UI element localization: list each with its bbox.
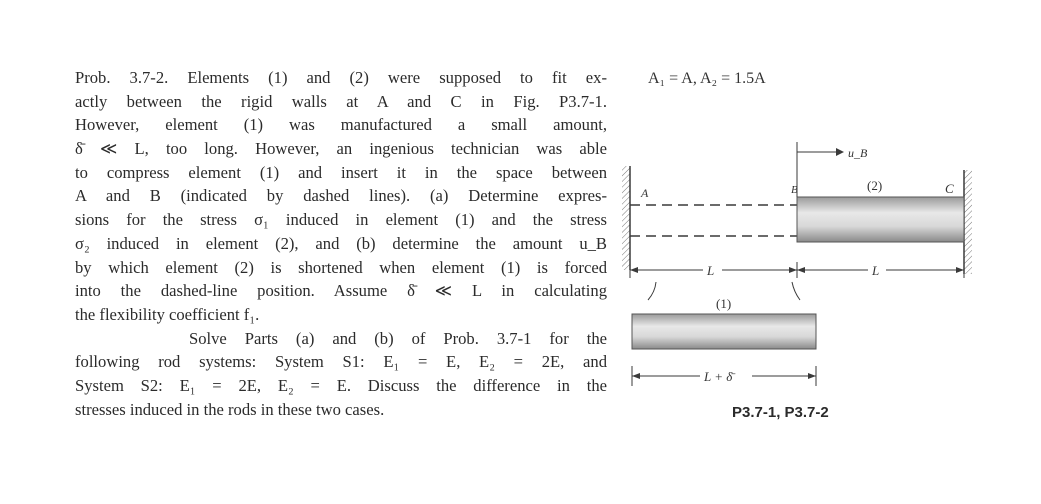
problem-paragraph-1 [75,66,607,327]
label-element-2: (2) [867,178,883,193]
leader-arrow-right [792,282,800,300]
text-line: System S2: E₁ = 2E, E₂ = E. Discuss the difference in the [75,375,607,395]
dim-label-l-left: L [707,263,715,278]
text-line: Prob. 3.7-2. Elements (1) and (2) were supposed to fit ex- [75,68,607,87]
rod-system-figure [620,55,1030,445]
figure-caption: P3.7-1, P3.7-2 [732,404,829,421]
problem-statement [75,66,607,421]
text-line: A and B (indicated by dashed lines). (a) Determine expres- [75,186,607,206]
dim-label-l-plus-delta: L + δ̄ [704,369,733,384]
label-ub: u_B [848,146,868,160]
rod-element-1 [632,314,816,349]
wall-a [622,166,630,270]
text-line: δ̄ ≪ L, too long. However, an ingenious technician was able [75,139,607,159]
wall-c [964,170,972,274]
label-a: A [641,186,649,200]
label-element-1: (1) [716,296,732,311]
text-line: stresses induced in the rods in these two cases. [75,399,385,419]
leader-arrow-left [648,282,656,300]
text-line: the flexibility coefficient f₁. [75,304,260,324]
rod-element-2 [797,197,964,242]
text-line: following rod systems: System S1: E₁ = E, E₂ = 2E, and [75,352,607,372]
dim-label-l-right: L [872,263,880,278]
text-line: Solve Parts (a) and (b) of Prob. 3.7-1 for the [189,328,607,348]
text-line: by which element (2) is shortened when element (1) is forced [75,257,607,277]
text-line: σ₂ induced in element (2), and (b) determine the amount u_B [75,233,607,253]
area-label: A₁ = A, A₂ = 1.5A [648,70,766,87]
text-line: sions for the stress σ₁ induced in element (1) and the stress [75,210,607,230]
label-c: C [945,181,954,196]
text-line: actly between the rigid walls at A and C in Fig. P3.7-1. [75,91,607,111]
label-b: B [791,184,798,196]
problem-paragraph-2 [75,327,607,422]
text-line: into the dashed-line position. Assume δ̄ ≪ L in calculating [75,281,607,301]
text-line: However, element (1) was manufactured a small amount, [75,115,607,135]
text-line: to compress element (1) and insert it in the space between [75,162,607,182]
